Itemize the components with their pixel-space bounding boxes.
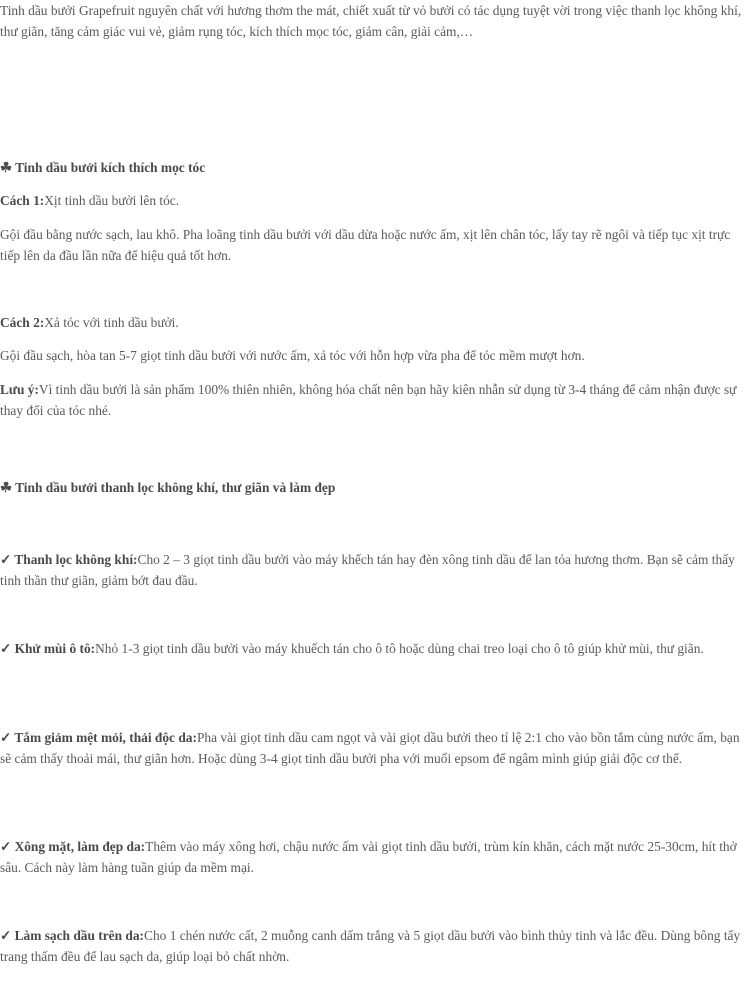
list-item-text: Cho 2 – 3 giọt tinh dầu bưởi vào máy khếch tán hay đèn xông tinh dầu để lan tỏa hương thơm. Bạn sẽ cảm thấy tinh thần thư giãn, giảm bớt đau đầu. (0, 552, 735, 588)
list-item (0, 549, 748, 591)
list-item-text: Pha vài giọt tinh dầu cam ngọt và vài giọt dầu bưởi theo tỉ lệ 2:1 cho vào bồn tắm cùng nước ấm, bạn sẽ cảm thấy thoải mái, thư giãn hơn. Hoặc dùng 3-4 giọt tinh dầu bưởi pha với muối epsom để ngâm mình giúp giải độc cơ thể. (0, 730, 740, 766)
note-label: Lưu ý: (0, 382, 39, 397)
list-item-label: ✓ Thanh lọc không khí: (0, 552, 138, 567)
intro-paragraph: Tinh dầu bưởi Grapefruit nguyên chất với hương thơm the mát, chiết xuất từ vỏ bưởi có tác dụng tuyệt vời trong việc thanh lọc không khí, thư giãn, tăng cảm giác vui vẻ, giảm rụng tóc, kích thích mọc tóc, giảm cân, giải cảm,… (0, 3, 742, 39)
list-item (0, 638, 748, 659)
method-2-line (0, 312, 748, 333)
list-item-label: ✓ Làm sạch dầu trên da: (0, 928, 145, 943)
list-item-label: ✓ Tắm giảm mệt mỏi, thải độc da: (0, 730, 197, 745)
method-2-label: Cách 2: (0, 315, 45, 330)
method-1-title: Xịt tinh dầu bưởi lên tóc. (44, 193, 180, 208)
list-item (0, 727, 748, 769)
method-1-line (0, 190, 748, 211)
list-item-label: ✓ Xông mặt, làm đẹp da: (0, 839, 146, 854)
section-heading-air-relax-beauty: ☘ Tinh dầu bưởi thanh lọc không khí, thư giãn và làm đẹp (0, 480, 336, 495)
list-item-text: Thêm vào máy xông hơi, chậu nước ấm vài giọt tinh dầu bưởi, trùm kín khăn, cách mặt nước 25-30cm, hít thở sâu. Cách này làm hàng tuần giúp da mềm mại. (0, 839, 737, 875)
note-text: Vì tinh dầu bưởi là sản phẩm 100% thiên nhiên, không hóa chất nên bạn hãy kiên nhẫn sử dụng từ 3-4 tháng để cảm nhận được sự thay đổi của tóc nhé. (0, 382, 737, 418)
list-item-text: Cho 1 chén nước cất, 2 muỗng canh dấm trắng và 5 giọt dầu bưởi vào bình thủy tinh và lắc đều. Dùng bông tẩy trang thấm đều để lau sạch da, giúp loại bỏ chất nhờn. (0, 928, 741, 964)
section-heading-hair-growth: ☘ Tinh dầu bưởi kích thích mọc tóc (0, 160, 206, 175)
list-item (0, 925, 748, 967)
note-paragraph (0, 379, 748, 421)
method-1-body: Gội đầu bằng nước sạch, lau khô. Pha loãng tinh dầu bưởi với dầu dừa hoặc nước ấm, xịt lên chân tóc, lấy tay rẽ ngôi và tiếp tục xịt trực tiếp lên da đầu lần nữa để hiệu quả tốt hơn. (0, 227, 731, 263)
method-2-body: Gội đầu sạch, hòa tan 5-7 giọt tinh dầu bưởi với nước ấm, xả tóc với hỗn hợp vừa pha để tóc mềm mượt hơn. (0, 348, 585, 363)
list-item-text: Nhỏ 1-3 giọt tinh dầu bưởi vào máy khuếch tán cho ô tô hoặc dùng chai treo loại cho ô tô giúp khử mùi, thư giãn. (95, 641, 704, 656)
method-2-title: Xả tóc với tinh dầu bưởi. (44, 315, 179, 330)
list-item (0, 836, 748, 878)
method-1-label: Cách 1: (0, 193, 45, 208)
list-item-label: ✓ Khử mùi ô tô: (0, 641, 96, 656)
